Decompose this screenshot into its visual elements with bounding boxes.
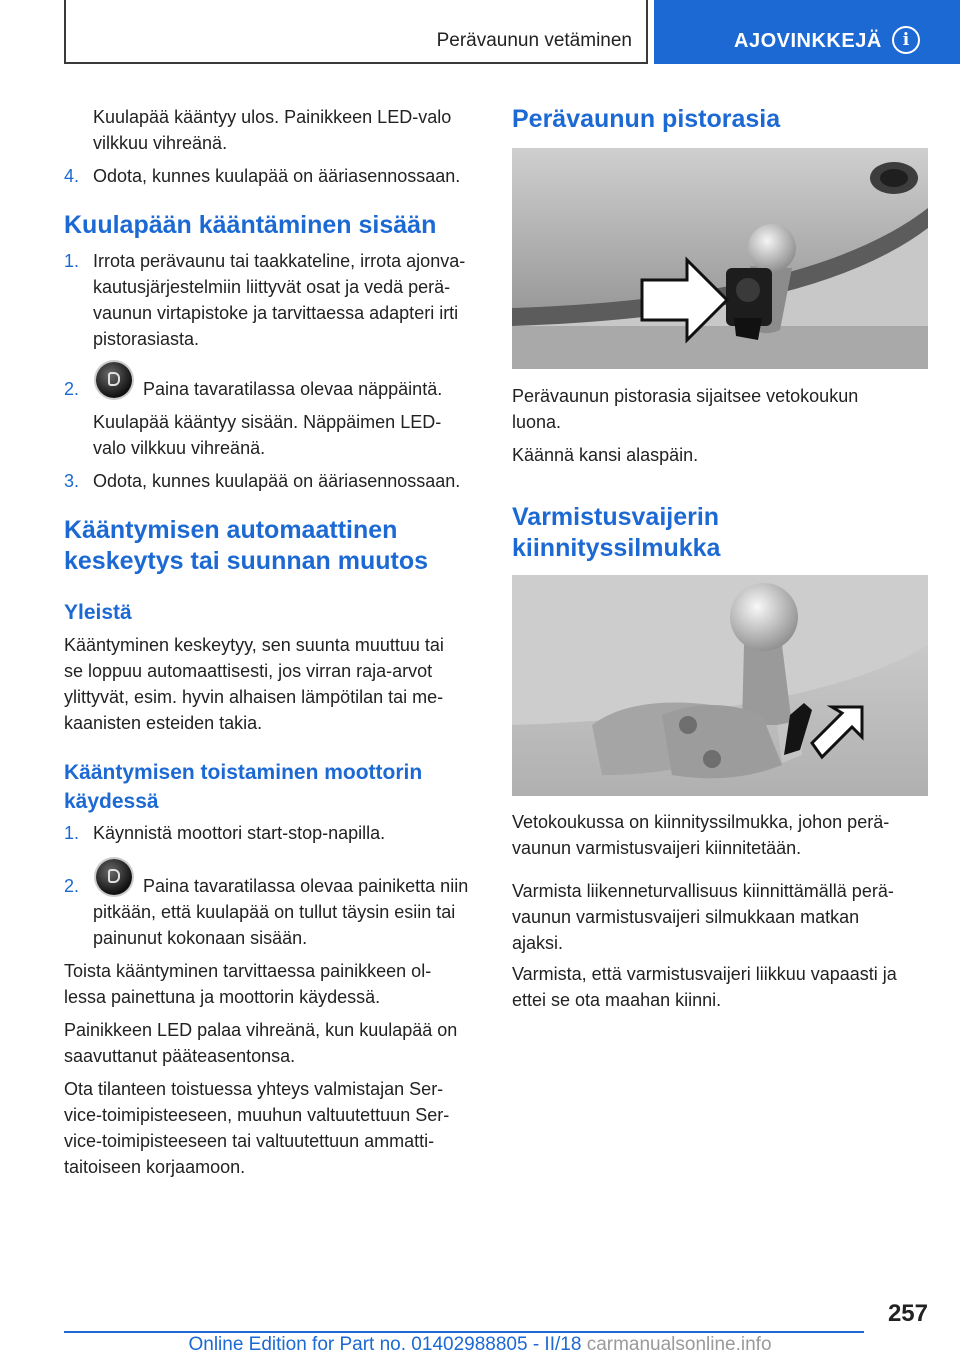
paragraph-line: lessa painettuna ja moottorin käydessä. bbox=[64, 987, 381, 1007]
intro-line: Kuulapää kääntyy ulos. Painikkeen LED-valo bbox=[93, 107, 452, 127]
step-text: valo vilkkuu vihreänä. bbox=[93, 438, 266, 458]
paragraph-line: kaanisten esteiden takia. bbox=[64, 713, 263, 733]
step-number: 2. bbox=[64, 876, 80, 896]
step-text: painunut kokonaan sisään. bbox=[93, 928, 308, 948]
watermark-text: carmanualsonline.info bbox=[586, 1334, 772, 1355]
paragraph-line: taitoiseen korjaamoon. bbox=[64, 1157, 246, 1177]
step-text: Paina tavaratilassa olevaa näppäintä. bbox=[143, 379, 443, 399]
trunk-button-icon bbox=[96, 859, 132, 895]
paragraph-line: se loppuu automaattisesti, jos virran raja-arvot bbox=[64, 661, 433, 681]
step-text: pistorasiasta. bbox=[93, 329, 200, 349]
step-text: Odota, kunnes kuulapää on ääriasennossaan. bbox=[93, 471, 461, 491]
paragraph-line: Toista kääntyminen tarvittaessa painikkeen ol- bbox=[64, 961, 432, 981]
paragraph-line: ylittyvät, esim. hyvin alhaisen lämpötilan tai me- bbox=[64, 687, 444, 707]
paragraph-line: vice-toimipisteeseen, muuhun valtuutettuun Ser- bbox=[64, 1105, 450, 1125]
heading-turn-in: Kuulapään kääntäminen sisään bbox=[64, 211, 437, 239]
paragraph-line: saavuttanut pääteasentonsa. bbox=[64, 1046, 296, 1066]
paragraph-line: vice-toimipisteeseen tai valtuutettuun ammatti- bbox=[64, 1131, 435, 1151]
cable-loop-illustration-svg bbox=[512, 575, 928, 796]
step-number: 2. bbox=[64, 379, 80, 399]
paragraph-line: Varmista, että varmistusvaijeri liikkuu vapaasti ja bbox=[512, 964, 897, 984]
paragraph-line: vaunun varmistusvaijeri silmukkaan matkan bbox=[512, 907, 860, 927]
step-text: Odota, kunnes kuulapää on ääriasennossaan. bbox=[93, 166, 461, 186]
heading-repeat: käydessä bbox=[64, 790, 159, 813]
socket-illustration bbox=[512, 148, 928, 369]
trunk-button-icon bbox=[96, 362, 132, 398]
step-text: pitkään, että kuulapää on tullut täysin esiin tai bbox=[93, 902, 456, 922]
paragraph-line: Vetokoukussa on kiinnityssilmukka, johon perä- bbox=[512, 812, 890, 832]
paragraph-line: ajaksi. bbox=[512, 933, 564, 953]
paragraph-line: vaunun varmistusvaijeri kiinnitetään. bbox=[512, 838, 802, 858]
socket-illustration-svg bbox=[512, 148, 928, 369]
step-text: vaunun virtapistoke ja tarvittaessa adapteri irti bbox=[93, 303, 459, 323]
paragraph-line: Varmista liikenneturvallisuus kiinnittämällä perä- bbox=[512, 881, 894, 901]
paragraph-line: Painikkeen LED palaa vihreänä, kun kuulapää on bbox=[64, 1020, 458, 1040]
paragraph-line: ettei se ota maahan kiinni. bbox=[512, 990, 722, 1010]
page-number: 257 bbox=[887, 1300, 928, 1327]
heading-auto: keskeytys tai suunnan muutos bbox=[64, 547, 429, 575]
heading-auto: Kääntymisen automaattinen bbox=[64, 516, 398, 544]
heading-socket: Perävaunun pistorasia bbox=[512, 105, 781, 133]
cable-loop-illustration bbox=[512, 575, 928, 796]
heading-general: Yleistä bbox=[64, 601, 132, 624]
step-text: Irrota perävaunu tai taakkateline, irrota ajonva- bbox=[93, 251, 466, 271]
step-number: 3. bbox=[64, 471, 80, 491]
step-text: Käynnistä moottori start-stop-napilla. bbox=[93, 823, 386, 843]
footer-divider bbox=[64, 1331, 864, 1333]
paragraph-line: Käännä kansi alaspäin. bbox=[512, 445, 699, 465]
section-title: Perävaunun vetäminen bbox=[436, 30, 632, 51]
footer-edition bbox=[0, 1334, 960, 1356]
heading-repeat: Kääntymisen toistaminen moottorin bbox=[64, 761, 423, 784]
paragraph-line: luona. bbox=[512, 412, 562, 432]
paragraph-line: Perävaunun pistorasia sijaitsee vetokoukun bbox=[512, 386, 859, 406]
paragraph-line: Ota tilanteen toistuessa yhteys valmistajan Ser- bbox=[64, 1079, 444, 1099]
intro-line: vilkkuu vihreänä. bbox=[93, 133, 228, 153]
step-number: 4. bbox=[64, 166, 80, 186]
step-text: kautusjärjestelmiin liittyvät osat ja vedä perä- bbox=[93, 277, 451, 297]
chapter-title[interactable]: AJOVINKKEJÄ bbox=[734, 30, 882, 52]
info-icon[interactable]: i bbox=[892, 26, 920, 54]
header-chapter-box[interactable] bbox=[654, 0, 960, 64]
header-section-box bbox=[64, 0, 648, 64]
heading-cable: kiinnityssilmukka bbox=[512, 534, 721, 562]
paragraph-line: Kääntyminen keskeytyy, sen suunta muuttuu tai bbox=[64, 635, 444, 655]
step-text: Kuulapää kääntyy sisään. Näppäimen LED- bbox=[93, 412, 442, 432]
step-text: Paina tavaratilassa olevaa painiketta niin bbox=[143, 876, 469, 896]
step-number: 1. bbox=[64, 823, 80, 843]
step-number: 1. bbox=[64, 251, 80, 271]
edition-text: Online Edition for Part no. 01402988805 - II/18 bbox=[188, 1334, 582, 1355]
heading-cable: Varmistusvaijerin bbox=[512, 503, 720, 531]
